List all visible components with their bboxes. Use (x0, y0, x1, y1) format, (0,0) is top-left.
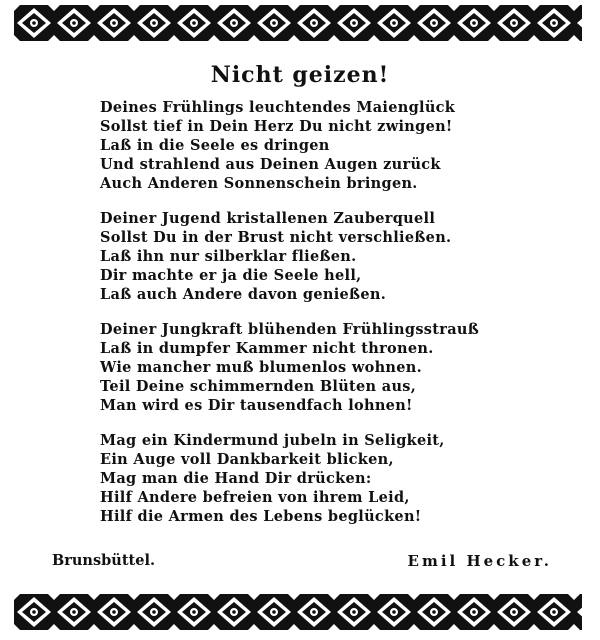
ornamental-border-bottom (14, 594, 582, 630)
stanza (100, 209, 570, 304)
poem-title: Nicht geizen! (210, 62, 390, 88)
poem-line: Hilf die Armen des Lebens beglücken! (100, 508, 422, 525)
poem-line: Mag man die Hand Dir drücken: (100, 470, 372, 487)
ornamental-border-top (14, 5, 582, 41)
poem-line: Sollst Du in der Brust nicht verschließen. (100, 229, 452, 246)
ornament-pattern-bottom (14, 594, 582, 630)
poem-line: Laß ihn nur silberklar fließen. (100, 248, 357, 265)
stanza (100, 98, 570, 193)
poem-line: Hilf Andere befreien von ihrem Leid, (100, 489, 410, 506)
poem-line: Deiner Jugend kristallenen Zauberquell (100, 210, 436, 227)
poem-line: Deines Frühlings leuchtendes Maienglück (100, 99, 456, 116)
author-signature: Emil Hecker. (407, 552, 552, 570)
poem-line: Wie mancher muß blumenlos wohnen. (100, 359, 422, 376)
poem-line: Deiner Jungkraft blühenden Frühlingsstrauß (100, 321, 480, 338)
poem-line: Laß in die Seele es dringen (100, 137, 330, 154)
stanza (100, 431, 570, 526)
poem-line: Mag ein Kindermund jubeln in Seligkeit, (100, 432, 445, 449)
poem-line: Sollst tief in Dein Herz Du nicht zwingen! (100, 118, 453, 135)
poem-line: Laß in dumpfer Kammer nicht thronen. (100, 340, 434, 357)
ornament-pattern-top (14, 5, 582, 41)
place-name: Brunsbüttel. (52, 552, 156, 569)
poem-line: Ein Auge voll Dankbarkeit blicken, (100, 451, 394, 468)
poem-line: Dir machte er ja die Seele hell, (100, 267, 362, 284)
poem-line: Laß auch Andere davon genießen. (100, 286, 387, 303)
poem-line: Man wird es Dir tausendfach lohnen! (100, 397, 413, 414)
poem-line: Teil Deine schimmernden Blüten aus, (100, 378, 417, 395)
poem-line: Und strahlend aus Deinen Augen zurück (100, 156, 441, 173)
poem-body (100, 98, 570, 542)
stanza (100, 320, 570, 415)
poem-line: Auch Anderen Sonnenschein bringen. (100, 175, 418, 192)
